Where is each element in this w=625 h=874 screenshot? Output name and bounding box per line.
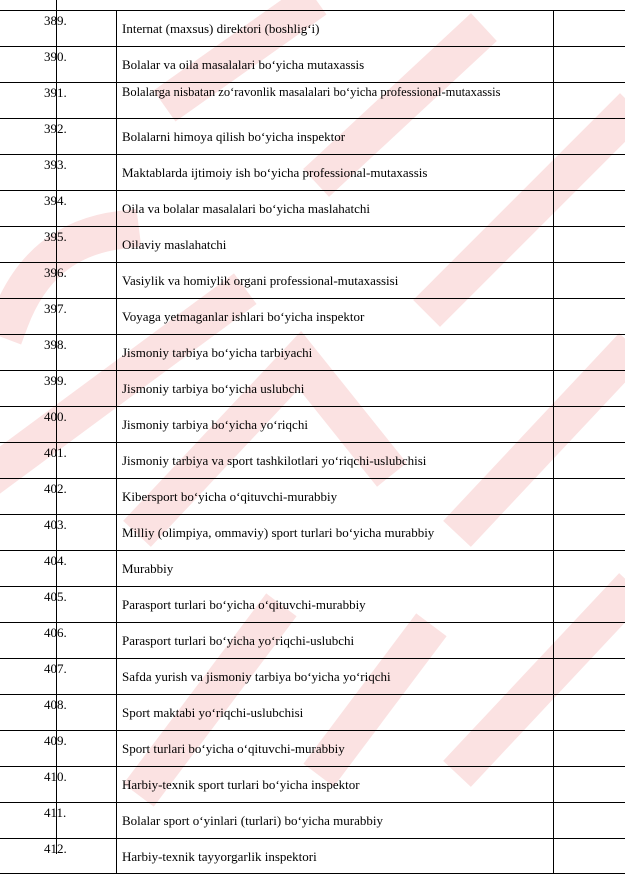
occupation-title: Bolalar sport oʻyinlari (turlari) boʻyicha murabbiy <box>122 813 384 828</box>
occupation-title: Parasport turlari boʻyicha yoʻriqchi-uslubchi <box>122 633 355 648</box>
row-number: 409. <box>44 733 67 748</box>
table-row <box>0 694 625 730</box>
table-row <box>0 730 625 766</box>
table-row <box>0 622 625 658</box>
row-number: 406. <box>44 625 67 640</box>
table-row <box>0 442 625 478</box>
row-number: 410. <box>44 769 67 784</box>
row-number: 400. <box>44 409 67 424</box>
row-number: 391. <box>44 85 67 100</box>
table-row <box>0 550 625 586</box>
table-row <box>0 478 625 514</box>
row-number: 404. <box>44 553 67 568</box>
occupation-title: Vasiylik va homiylik organi professional-mutaxassisi <box>122 273 399 288</box>
table-row <box>0 838 625 874</box>
occupation-title: Jismoniy tarbiya boʻyicha yoʻriqchi <box>122 417 308 432</box>
table-row <box>0 190 625 226</box>
table-row <box>0 514 625 550</box>
row-number: 407. <box>44 661 67 676</box>
occupation-title: Jismoniy tarbiya va sport tashkilotlari yoʻriqchi-uslubchisi <box>122 453 427 468</box>
row-number: 390. <box>44 49 67 64</box>
table-row <box>0 10 625 46</box>
table-row <box>0 226 625 262</box>
table-row <box>0 262 625 298</box>
table-row <box>0 766 625 802</box>
occupation-title: Harbiy-texnik sport turlari boʻyicha inspektor <box>122 777 360 792</box>
occupation-title: Parasport turlari boʻyicha oʻqituvchi-murabbiy <box>122 597 366 612</box>
row-number: 397. <box>44 301 67 316</box>
table-row <box>0 118 625 154</box>
row-number: 411. <box>44 805 67 820</box>
table-row <box>0 370 625 406</box>
occupation-title: Sport turlari boʻyicha oʻqituvchi-murabbiy <box>122 741 345 756</box>
occupation-title: Jismoniy tarbiya boʻyicha uslubchi <box>122 381 305 396</box>
occupation-title: Harbiy-texnik tayyorgarlik inspektori <box>122 849 317 864</box>
occupation-title: Maktablarda ijtimoiy ish boʻyicha professional-mutaxassis <box>122 165 428 180</box>
table-row <box>0 46 625 82</box>
row-number: 405. <box>44 589 67 604</box>
occupation-title: Kibersport boʻyicha oʻqituvchi-murabbiy <box>122 489 338 504</box>
occupation-title: Oila va bolalar masalalari boʻyicha maslahatchi <box>122 201 370 216</box>
row-number: 408. <box>44 697 67 712</box>
table-row <box>0 82 625 118</box>
row-number: 395. <box>44 229 67 244</box>
occupation-title: Bolalarga nisbatan zoʻravonlik masalalari boʻyicha professional-mutaxassis <box>122 85 501 99</box>
row-number: 401. <box>44 445 67 460</box>
row-number: 393. <box>44 157 67 172</box>
table-row <box>0 586 625 622</box>
row-number: 392. <box>44 121 67 136</box>
table-row <box>0 802 625 838</box>
occupation-title: Safda yurish va jismoniy tarbiya boʻyicha yoʻriqchi <box>122 669 391 684</box>
row-number: 412. <box>44 841 67 856</box>
occupation-title: Bolalarni himoya qilish boʻyicha inspektor <box>122 129 346 144</box>
occupation-title: Internat (maxsus) direktori (boshligʻi) <box>122 21 320 36</box>
occupation-title: Sport maktabi yoʻriqchi-uslubchisi <box>122 705 304 720</box>
row-number: 402. <box>44 481 67 496</box>
row-number: 389. <box>44 13 67 28</box>
row-number: 394. <box>44 193 67 208</box>
occupation-title: Murabbiy <box>122 561 174 576</box>
table-row <box>0 658 625 694</box>
row-number: 403. <box>44 517 67 532</box>
occupation-title: Voyaga yetmaganlar ishlari boʻyicha inspektor <box>122 309 365 324</box>
occupation-title: Milliy (olimpiya, ommaviy) sport turlari boʻyicha murabbiy <box>122 525 435 540</box>
row-number: 399. <box>44 373 67 388</box>
table-row <box>0 406 625 442</box>
occupation-title: Jismoniy tarbiya boʻyicha tarbiyachi <box>122 345 313 360</box>
row-number: 396. <box>44 265 67 280</box>
occupation-title: Oilaviy maslahatchi <box>122 237 227 252</box>
table-row <box>0 154 625 190</box>
occupation-title: Bolalar va oila masalalari boʻyicha mutaxassis <box>122 57 365 72</box>
row-number: 398. <box>44 337 67 352</box>
table-row <box>0 334 625 370</box>
table-row <box>0 298 625 334</box>
occupation-table <box>0 10 625 874</box>
